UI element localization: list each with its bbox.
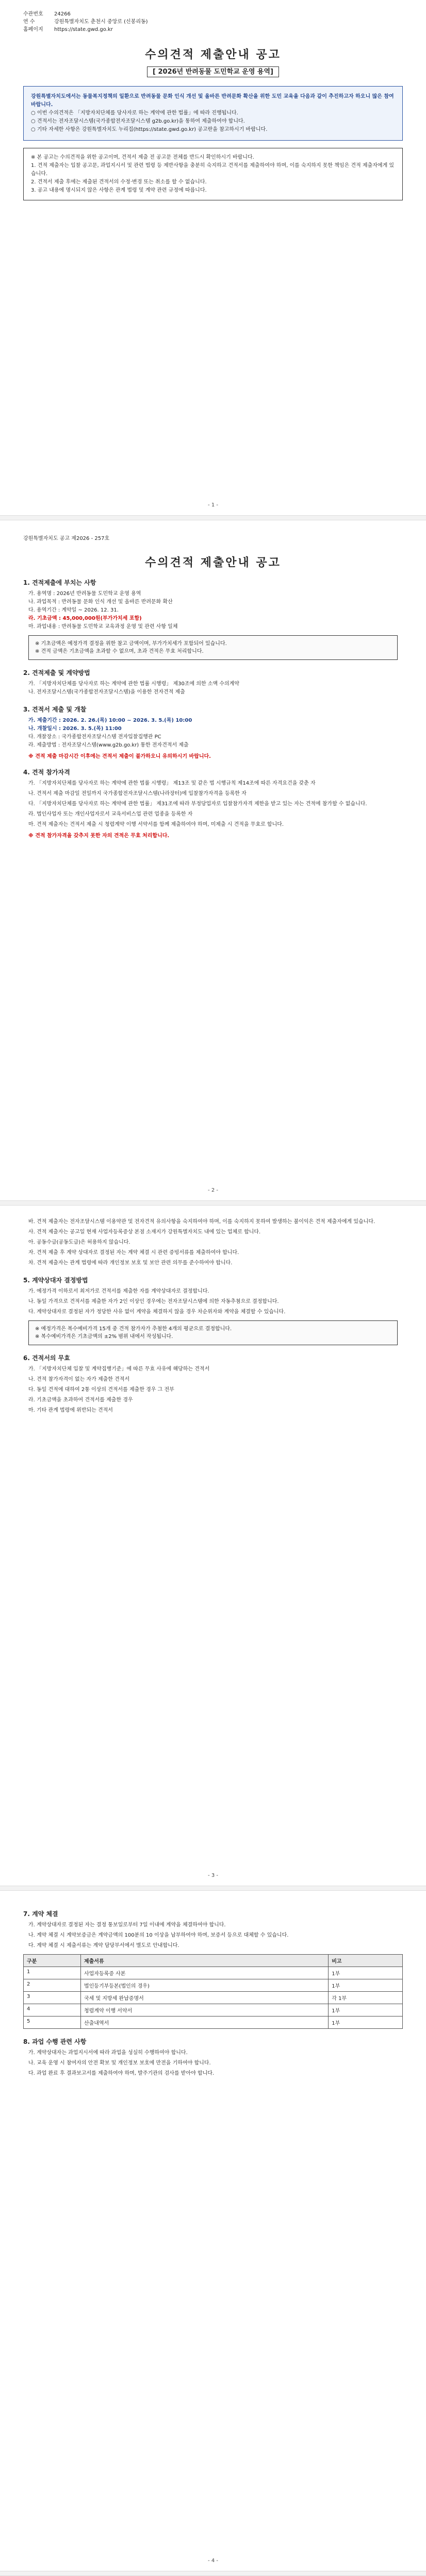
info-line: ※ 예정가격은 복수예비가격 15개 중 견적 참가자가 추첨한 4개의 평균으로 결정합니다. <box>35 1326 232 1332</box>
section-para: 나. 견적서 제출 마감일 전일까지 국가종합전자조달시스템(나라장터)에 입찰참가자격을 등록한 자 <box>28 791 247 796</box>
subtitle-text: [ 2026년 반려동물 도민학교 운영 용역] <box>147 66 279 77</box>
section-para: 마. 견적 제출자는 견적서 제출 시 청렴계약 이행 서약서를 함께 제출하여야 하며, 미제출 시 견적을 무효로 합니다. <box>28 822 284 827</box>
doc-number: 강원특별자치도 공고 제2026 - 257호 <box>23 536 110 541</box>
section-para: 가. 계약상대자로 결정된 자는 결정 통보일로부터 7일 이내에 계약을 체결하여야 합니다. <box>28 1922 226 1928</box>
section-title: 7. 계약 체결 <box>23 1910 58 1918</box>
notice-line: ※ 본 공고는 수의견적을 위한 공고이며, 견적서 제출 전 공고문 전체를 반드시 확인하시기 바랍니다. <box>31 155 254 160</box>
summary-line: ○ 이번 수의견적은 「지방자치단체를 당사자로 하는 계약에 관한 법률」에 따라 진행됩니다. <box>31 110 238 116</box>
info-box <box>28 635 398 660</box>
table-header-cell: 제출서류 <box>80 1955 328 1967</box>
table-cell: 3 <box>24 1992 81 2004</box>
section-line: 다. 용역기간 : 계약일 ~ 2026. 12. 31. <box>28 607 119 613</box>
page-number: - 3 - <box>208 1873 218 1878</box>
page-2 <box>0 520 426 1200</box>
summary-lead: 강원특별자치도에서는 동물복지정책의 일환으로 반려동물 문화 인식 개선 및 올바른 반려문화 확산을 위한 도민 교육을 다음과 같이 추진하고자 하오니 많은 참여 바랍니다. <box>31 94 394 108</box>
section-line: 마. 과업내용 : 반려동물 도민학교 교육과정 운영 및 관련 사항 일체 <box>28 624 178 630</box>
info-line: ※ 복수예비가격은 기초금액의 ±2% 범위 내에서 작성됩니다. <box>35 1334 173 1340</box>
table-cell: 1부 <box>329 1967 403 1979</box>
recv-no: 24266 <box>54 11 71 17</box>
page-number: - 1 - <box>208 502 218 508</box>
section-line: 가. 「지방자치단체를 당사자로 하는 계약에 관한 법률 시행령」 제30조에 의한 소액 수의계약 <box>28 681 239 687</box>
section-para: 자. 견적 제출 후 계약 상대자로 결정된 자는 계약 체결 시 관련 증빙서류를 제출하여야 합니다. <box>28 1250 239 1256</box>
section-line: 나. 전자조달시스템(국가종합전자조달시스템)을 이용한 전자견적 제출 <box>28 689 185 695</box>
table-row <box>24 1967 403 1979</box>
section-title: 6. 견적서의 무효 <box>23 1354 70 1362</box>
table-cell: 사업자등록증 사본 <box>80 1967 328 1979</box>
section-para: 마. 기타 관계 법령에 위반되는 견적서 <box>28 1408 113 1413</box>
table-cell: 4 <box>24 2004 81 2016</box>
table-row <box>24 1979 403 1992</box>
summary-box <box>23 86 403 141</box>
table-cell: 1 <box>24 1967 81 1979</box>
documents-table <box>23 1954 403 2029</box>
summary-line: ○ 견적서는 전자조달시스템(국가종합전자조달시스템 g2b.go.kr)을 통하여 제출하여야 합니다. <box>31 118 245 124</box>
section-title: 2. 견적제출 및 계약방법 <box>23 669 90 676</box>
section-title: 4. 견적 참가자격 <box>23 769 70 776</box>
table-cell: 2 <box>24 1979 81 1992</box>
notice-line: 3. 공고 내용에 명시되지 않은 사항은 관계 법령 및 계약 관련 규정에 따릅니다. <box>31 188 207 193</box>
section-title: 3. 견적서 제출 및 개찰 <box>23 706 87 713</box>
table-row <box>24 2004 403 2016</box>
section-line-base-amount: 라. 기초금액 : 45,000,000원(부가가치세 포함) <box>28 616 142 621</box>
to-value: 강원특별자치도 춘천시 중앙로 (신봉리동) <box>54 19 148 25</box>
section-para: 라. 기초금액을 초과하여 견적서를 제출한 경우 <box>28 1397 133 1403</box>
page-title: 수의견적 제출안내 공고 <box>145 48 281 61</box>
table-row <box>24 1992 403 2004</box>
page-4 <box>0 1891 426 2571</box>
table-header-cell: 구분 <box>24 1955 81 1967</box>
section-para: 다. 동일 견적에 대하여 2통 이상의 견적서를 제출한 경우 그 전부 <box>28 1387 174 1393</box>
table-header-row <box>24 1955 403 1967</box>
section-para: 나. 교육 운영 시 참여자의 안전 확보 및 개인정보 보호에 만전을 기하여야 합니다. <box>28 2060 211 2066</box>
red-note: ※ 견적 제출 마감시간 이후에는 견적서 제출이 불가하오니 유의하시기 바랍니다. <box>28 754 211 759</box>
table-cell: 청렴계약 이행 서약서 <box>80 2004 328 2016</box>
table-cell: 1부 <box>329 2016 403 2029</box>
info-line: ※ 기초금액은 예정가격 결정을 위한 참고 금액이며, 부가가치세가 포함되어 있습니다. <box>35 641 227 647</box>
page-subtitle <box>23 66 403 76</box>
section-para: 아. 공동수급(공동도급)은 허용하지 않습니다. <box>28 1240 130 1245</box>
section-para: 라. 법인사업자 또는 개인사업자로서 교육서비스업 관련 업종을 등록한 자 <box>28 811 193 817</box>
section-line: 나. 과업목적 : 반려동물 문화 인식 개선 및 올바른 반려문화 확산 <box>28 599 173 605</box>
table-cell: 법인등기부등본(법인의 경우) <box>80 1979 328 1992</box>
table-cell: 1부 <box>329 1979 403 1992</box>
section-para: 가. 「지방자치단체를 당사자로 하는 계약에 관한 법률 시행령」 제13조 및 같은 법 시행규칙 제14조에 따른 자격요건을 갖춘 자 <box>28 781 316 786</box>
info-line: ※ 견적 금액은 기초금액을 초과할 수 없으며, 초과 견적은 무효 처리합니다. <box>35 649 204 654</box>
notice-box <box>23 148 403 200</box>
section-line-opening: 나. 개찰일시 : 2026. 3. 5.(목) 11:00 <box>28 726 122 732</box>
section-line: 라. 제출방법 : 전자조달시스템(www.g2b.go.kr) 통한 전자견적서 제출 <box>28 742 189 748</box>
section-title: 8. 과업 수행 관련 사항 <box>23 2038 87 2045</box>
url-value[interactable]: https://state.gwd.go.kr <box>54 27 113 32</box>
red-note: ※ 견적 참가자격을 갖추지 못한 자의 견적은 무효 처리합니다. <box>28 833 170 839</box>
section-para: 가. 계약상대자는 과업지시서에 따라 과업을 성실히 수행하여야 합니다. <box>28 2050 188 2056</box>
page-number: - 4 - <box>208 2558 218 2564</box>
section-para: 다. 계약 체결 시 제출서류는 계약 담당부서에서 별도로 안내합니다. <box>28 1943 179 1948</box>
section-para: 나. 견적 참가자격이 없는 자가 제출한 견적서 <box>28 1377 130 1382</box>
table-cell: 각 1부 <box>329 1992 403 2004</box>
section-title: 5. 계약상대자 결정방법 <box>23 1277 88 1284</box>
page-1 <box>0 0 426 515</box>
section-para: 바. 견적 제출자는 전자조달시스템 이용약관 및 전자견적 유의사항을 숙지하여야 하며, 이를 숙지하지 못하여 발생하는 불이익은 견적 제출자에게 있습니다. <box>28 1219 375 1225</box>
section-para: 가. 「지방자치단체 입찰 및 계약집행기준」에 따른 무효 사유에 해당하는 견적서 <box>28 1366 210 1372</box>
section-title: 1. 견적제출에 부치는 사항 <box>23 579 96 586</box>
section-para: 다. 계약상대자로 결정된 자가 정당한 사유 없이 계약을 체결하지 않을 경우 차순위자와 계약을 체결할 수 있습니다. <box>28 1309 286 1315</box>
table-row <box>24 2016 403 2029</box>
notice-line: 1. 견적 제출자는 입찰 공고문, 과업지시서 및 관련 법령 등 제반사항을 충분히 숙지하고 견적서를 제출하여야 하며, 이를 숙지하지 못한 책임은 견적 제출자에게 있습니다. <box>31 163 395 177</box>
table-cell: 5 <box>24 2016 81 2029</box>
section-line: 가. 용역명 : 2026년 반려동물 도민학교 운영 용역 <box>28 591 141 597</box>
section-para: 다. 과업 완료 후 결과보고서를 제출하여야 하며, 발주기관의 검사를 받아야 합니다. <box>28 2071 215 2076</box>
page-title: 수의견적 제출안내 공고 <box>145 556 281 569</box>
section-line: 다. 개찰장소 : 국가종합전자조달시스템 전자입찰집행관 PC <box>28 734 161 740</box>
section-para: 나. 계약 체결 시 계약보증금은 계약금액의 100분의 10 이상을 납부하여야 하며, 보증서 등으로 대체할 수 있습니다. <box>28 1933 289 1938</box>
section-para: 나. 동일 가격으로 견적서를 제출한 자가 2인 이상인 경우에는 전자조달시스템에 의한 자동추첨으로 결정합니다. <box>28 1299 279 1304</box>
notice-line: 2. 견적서 제출 후에는 제출된 견적서의 수정·변경 또는 취소를 할 수 없습니다. <box>31 179 207 185</box>
section-para: 사. 견적 제출자는 공고일 현재 사업자등록증상 본점 소재지가 강원특별자치도 내에 있는 업체로 합니다. <box>28 1229 261 1235</box>
section-para: 차. 견적 제출자는 관계 법령에 따라 개인정보 보호 및 보안 관련 의무를 준수하여야 합니다. <box>28 1260 233 1266</box>
table-cell: 1부 <box>329 2004 403 2016</box>
page-number: - 2 - <box>208 1188 218 1193</box>
to-label: 연 수 <box>23 19 35 25</box>
page-3 <box>0 1206 426 1886</box>
table-cell: 산출내역서 <box>80 2016 328 2029</box>
section-para: 다. 「지방자치단체를 당사자로 하는 계약에 관한 법률」 제31조에 따라 부정당업자로 입찰참가자격 제한을 받고 있는 자는 견적에 참가할 수 없습니다. <box>28 801 367 807</box>
table-header-cell: 비고 <box>329 1955 403 1967</box>
section-line-period: 가. 제출기간 : 2026. 2. 26.(목) 10:00 ~ 2026. 3. 5.(목) 10:00 <box>28 718 192 723</box>
document-meta <box>23 10 403 33</box>
summary-line: ○ 기타 자세한 사항은 강원특별자치도 누리집(https://state.gwd.go.kr) 공고란을 참고하시기 바랍니다. <box>31 127 268 132</box>
table-cell: 국세 및 지방세 완납증명서 <box>80 1992 328 2004</box>
section-para: 가. 예정가격 이하로서 최저가로 견적서를 제출한 자를 계약상대자로 결정합니다. <box>28 1289 209 1294</box>
recv-label: 수관번호 <box>23 11 43 17</box>
info-box <box>28 1320 398 1345</box>
url-label: 홈페이지 <box>23 27 43 32</box>
